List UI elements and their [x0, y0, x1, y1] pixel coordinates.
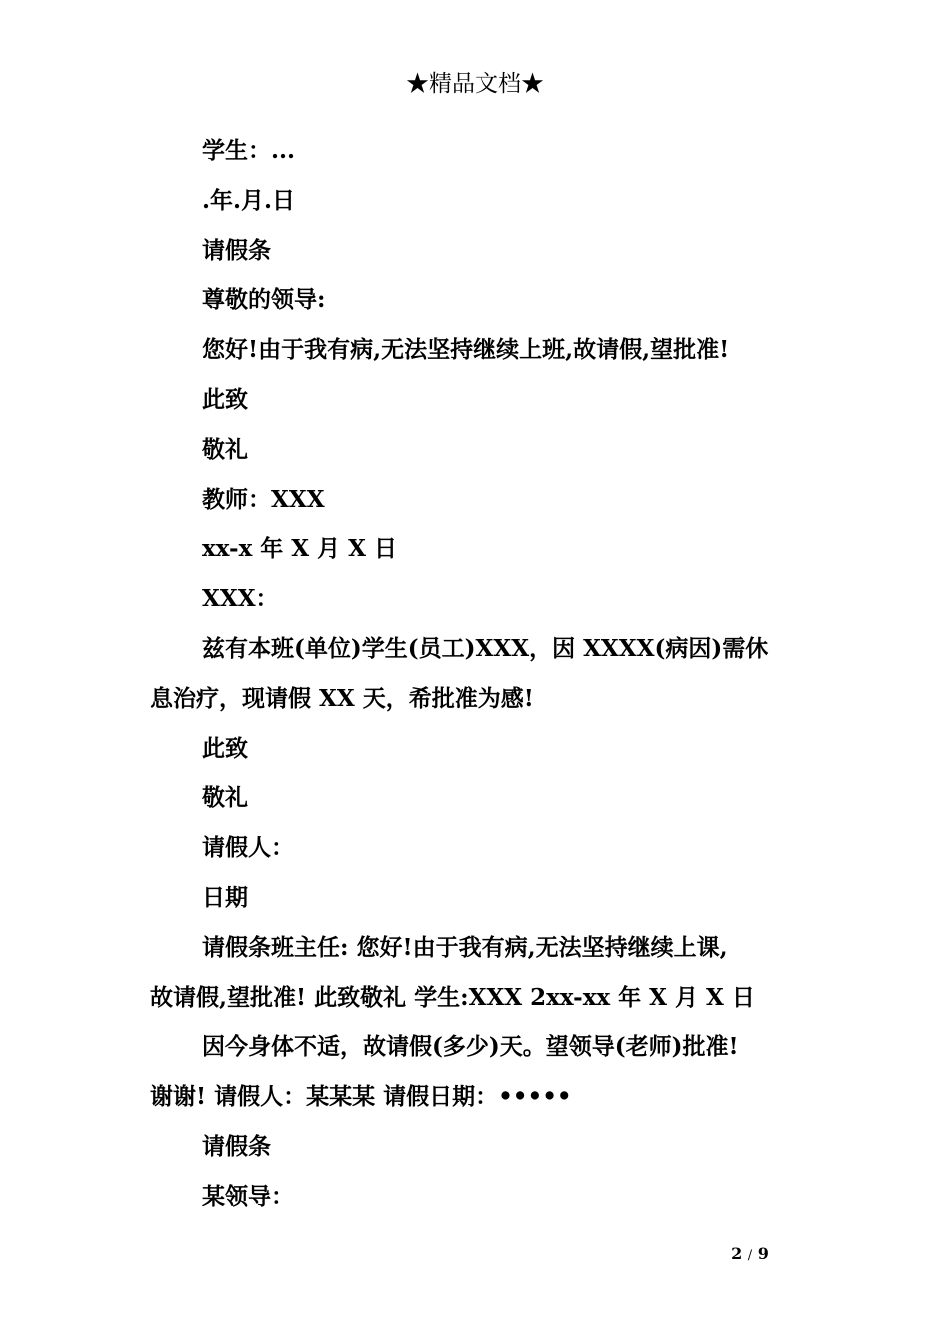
- text-line-student: 学生：...: [202, 137, 296, 164]
- page-number: [700, 1242, 800, 1268]
- text-line-applicant: 请假人：: [202, 834, 294, 862]
- text-line-salutation-2: 某领导：: [202, 1182, 294, 1210]
- text-line-closing-2: 敬礼: [202, 435, 248, 463]
- text-line-leave-note-title: 请假条: [202, 236, 271, 264]
- document-body: [150, 126, 810, 1222]
- page-number-separator: /: [747, 1248, 753, 1263]
- text-line-body-3a: 请假条班主任: 您好!由于我有病,无法坚持继续上课,: [202, 933, 728, 961]
- text-line-body-3b: 故请假,望批准! 此致敬礼 学生:XXX 2xx-xx 年 X 月 X 日: [150, 983, 755, 1011]
- text-line-date-label: 日期: [202, 883, 248, 911]
- text-line-date: .年.月.日: [202, 186, 296, 214]
- text-line-body-2a: 兹有本班(单位)学生(员工)XXX，因 XXXX(病因)需休: [202, 634, 769, 662]
- text-line-closing-1: 此致: [202, 385, 248, 413]
- text-line-salutation: 尊敬的领导:: [202, 286, 326, 314]
- page-number-current: 2: [731, 1244, 743, 1263]
- text-line-closing-4: 敬礼: [202, 784, 248, 812]
- text-line-leave-note-title-2: 请假条: [202, 1132, 271, 1160]
- text-line-body: 您好!由于我有病,无法坚持继续上班,故请假,望批准!: [202, 336, 730, 364]
- text-line-body-4a: 因今身体不适，故请假(多少)天。望领导(老师)批准!: [202, 1033, 739, 1061]
- page-number-total: 9: [757, 1244, 769, 1263]
- text-line-recipient: XXX：: [202, 585, 279, 613]
- text-line-date-2: xx-x 年 X 月 X 日: [202, 535, 398, 563]
- document-header-title: ★精品文档★: [406, 71, 544, 97]
- text-line-closing-3: 此致: [202, 734, 248, 762]
- text-line-body-2b: 息治疗，现请假 XX 天，希批准为感!: [150, 684, 534, 712]
- text-line-body-4b: 谢谢! 请假人：某某某 请假日期：•••••: [150, 1083, 572, 1111]
- text-line-teacher: 教师：XXX: [202, 485, 325, 513]
